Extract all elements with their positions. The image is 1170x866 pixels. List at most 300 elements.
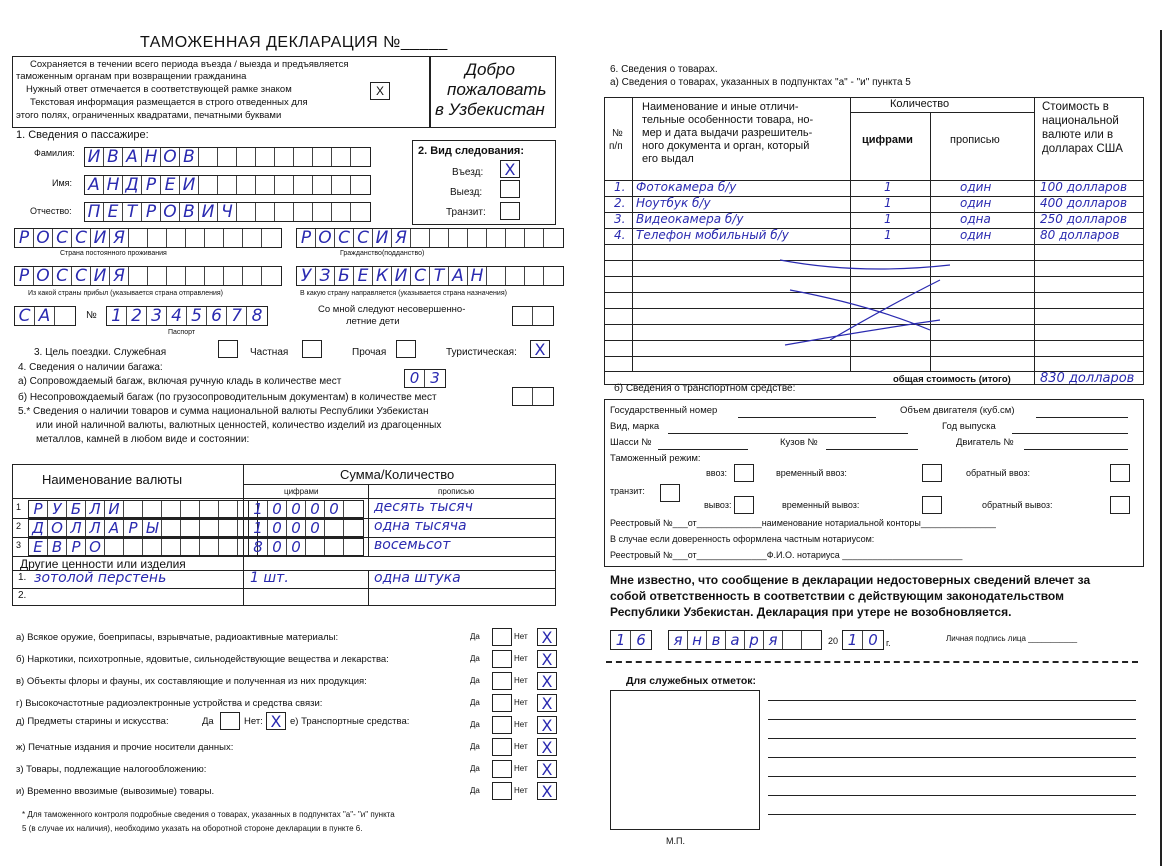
letter-cell: И — [392, 267, 411, 285]
regime-reexport: обратный вывоз: — [982, 500, 1053, 510]
goods-row-words: одна — [960, 212, 991, 226]
stamp-label: М.П. — [666, 836, 685, 846]
divider — [243, 484, 556, 485]
question-yes-checkbox[interactable] — [492, 694, 512, 712]
letter-cell — [344, 539, 363, 555]
question-no-checkbox[interactable] — [537, 760, 557, 778]
vehicle-registry2: Реестровый №___от______________Ф.И.О. нотариуса ________________________ — [610, 550, 963, 560]
fill-line — [1012, 433, 1128, 434]
divider — [604, 356, 1144, 357]
question-yes-checkbox[interactable] — [492, 782, 512, 800]
letter-cell: А — [449, 267, 468, 285]
letter-cell — [181, 539, 200, 555]
official-note-line — [768, 776, 1136, 777]
transit-checkbox[interactable] — [500, 202, 520, 220]
to-country-field[interactable] — [296, 266, 564, 286]
letter-cell — [544, 229, 563, 247]
vehicle-chassis: Шасси № — [610, 437, 652, 448]
cut-line — [606, 661, 1138, 663]
letter-cell — [344, 501, 363, 517]
letter-cell — [186, 267, 205, 285]
letter-cell: Л — [86, 520, 105, 536]
currency-words-header: прописью — [438, 487, 475, 496]
vehicle-body: Кузов № — [780, 437, 818, 448]
question-no-label: Нет — [514, 654, 528, 663]
currency-name-header: Наименование валюты — [42, 472, 183, 487]
fill-line — [826, 449, 918, 450]
goods-name-header: его выдал — [642, 153, 694, 165]
letter-cell: С — [15, 307, 35, 325]
citizenship-field[interactable] — [296, 228, 564, 248]
entry-mark: X — [504, 160, 516, 179]
question-mark: X — [541, 694, 553, 713]
letter-cell: 1 — [611, 631, 631, 649]
citizenship-caption: Гражданство(подданство) — [340, 250, 425, 257]
valuable-num: 1. — [18, 572, 27, 583]
question-text: г) Высокочастотные радиоэлектронные устройства и средства связи: — [16, 698, 323, 709]
question-yes-checkbox[interactable] — [492, 650, 512, 668]
antiques-yes-checkbox[interactable] — [220, 712, 240, 730]
entry-checkbox[interactable] — [500, 160, 520, 178]
letter-cell: Я — [392, 229, 411, 247]
letter-cell — [313, 176, 332, 194]
letter-cell: 8 — [251, 307, 263, 325]
letter-cell: Р — [142, 176, 161, 194]
to-caption: В какую страну направляется (указывается страна назначения) — [300, 290, 507, 297]
purpose-other-label: Прочая — [352, 347, 387, 358]
letter-cell — [506, 229, 525, 247]
notice-line: Нужный ответ отмечается в соответствующей рамке знаком — [26, 84, 292, 95]
letter-cell: 0 — [268, 520, 287, 536]
question-yes-checkbox[interactable] — [492, 738, 512, 756]
regime-transit: транзит: — [610, 486, 645, 496]
letter-cell: О — [48, 520, 67, 536]
statement-line: Республики Узбекистан. Декларация при утере не возобновляется. — [610, 605, 1012, 619]
vehicle-proxy: В случае если доверенность оформлена частным нотариусом: — [610, 534, 875, 544]
valuables-header: Другие ценности или изделия — [20, 557, 186, 571]
question-text: в) Объекты флоры и фауны, их составляющие и полученная из них продукция: — [16, 676, 367, 687]
letter-cell: 0 — [287, 520, 306, 536]
letter-cell — [224, 229, 243, 247]
letter-cell: 0 — [325, 501, 344, 517]
letter-cell: в — [707, 631, 726, 649]
letter-cell: а — [726, 631, 745, 649]
fill-line — [1036, 417, 1128, 418]
letter-cell: Д — [123, 176, 142, 194]
name-field[interactable] — [84, 175, 371, 195]
letter-cell: 1 — [249, 520, 268, 536]
letter-cell — [544, 267, 563, 285]
currency-row-num: 2 — [16, 521, 22, 531]
goods-name-header: тельные особенности товара, но- — [642, 114, 814, 126]
letter-cell — [525, 267, 544, 285]
currency-digits-field[interactable] — [248, 538, 364, 556]
letter-cell: н — [688, 631, 707, 649]
regime-reexport-checkbox[interactable] — [1110, 496, 1130, 514]
letter-cell: Й — [180, 176, 199, 194]
letter-cell: Т — [430, 267, 449, 285]
question-yes-checkbox[interactable] — [492, 760, 512, 778]
goods-row-name: Фотокамера б/у — [636, 180, 737, 194]
signature-label: Личная подпись лица ___________ — [946, 634, 1078, 643]
letter-cell — [411, 229, 430, 247]
notice-mark: X — [375, 84, 384, 98]
letter-cell — [256, 148, 275, 166]
fill-line — [738, 417, 876, 418]
currency-name-field[interactable] — [28, 519, 258, 537]
letter-cell — [533, 307, 553, 325]
letter-cell — [219, 520, 238, 536]
letter-cell — [205, 267, 224, 285]
letter-cell: А — [35, 307, 55, 325]
letter-cell — [325, 539, 344, 555]
goods-row-cost: 80 долларов — [1040, 228, 1120, 242]
letter-cell: Р — [142, 203, 161, 221]
valuable-name: зотолой перстень — [34, 570, 167, 586]
letter-cell: С — [335, 229, 354, 247]
from-caption: Из какой страны прибыл (указывается страна отправления) — [28, 290, 223, 297]
question-no-label: Нет — [514, 720, 528, 729]
question-yes-label: Да — [470, 764, 480, 773]
letter-cell: Р — [29, 501, 48, 517]
question-yes-checkbox[interactable] — [492, 672, 512, 690]
vehicle-engine: Объем двигателя (куб.см) — [900, 405, 1015, 416]
goods-row-words: один — [960, 228, 992, 242]
letter-cell — [205, 229, 224, 247]
declaration-title: ТАМОЖЕННАЯ ДЕКЛАРАЦИЯ №_____ — [140, 34, 448, 51]
regime-temp-import-checkbox[interactable] — [922, 464, 942, 482]
goods-subheader: а) Сведения о товарах, указанных в подпунктах "а" - "и" пункта 5 — [610, 77, 911, 88]
letter-cell: Ы — [143, 520, 162, 536]
regime-import-checkbox[interactable] — [734, 464, 754, 482]
vehicle-reg: Государственный номер — [610, 405, 718, 416]
purpose-business-checkbox[interactable] — [218, 340, 238, 358]
letter-cell: А — [123, 148, 142, 166]
letter-cell — [124, 539, 143, 555]
question-yes-label: Да — [470, 698, 480, 707]
question-mark: X — [541, 650, 553, 669]
question-mark: X — [541, 782, 553, 801]
letter-cell — [313, 148, 332, 166]
residence-caption: Страна постоянного проживания — [60, 250, 167, 257]
letter-cell — [344, 520, 363, 536]
question-no-checkbox[interactable] — [537, 738, 557, 756]
exit-label: Выезд: — [450, 187, 483, 198]
regime-temp-export-checkbox[interactable] — [922, 496, 942, 514]
question-mark: X — [541, 628, 553, 647]
letter-cell — [199, 176, 218, 194]
letter-cell — [275, 176, 294, 194]
regime-reimport-checkbox[interactable] — [1110, 464, 1130, 482]
goods-header: 6. Сведения о товарах. — [610, 64, 718, 75]
letter-cell — [219, 501, 238, 517]
letter-cell — [468, 229, 487, 247]
goods-cost-header: Стоимость в — [1042, 101, 1109, 113]
currency-name-field[interactable] — [28, 500, 258, 518]
question-text: б) Наркотики, психотропные, ядовитые, сильнодействующие вещества и лекарства: — [16, 654, 389, 665]
baggage-accompanied: а) Сопровождаемый багаж, включая ручную кладь в количестве мест — [18, 376, 342, 387]
currency-words: восемьсот — [374, 537, 451, 553]
question-yes-label: Да — [470, 676, 480, 685]
letter-cell: З — [316, 267, 335, 285]
letter-cell: Р — [297, 229, 316, 247]
question-text: и) Временно ввозимые (вывозимые) товары. — [16, 786, 215, 797]
letter-cell: 4 — [167, 307, 187, 325]
question-mark: X — [541, 672, 553, 691]
goods-row-name: Ноутбук б/у — [636, 196, 711, 210]
surname-field[interactable] — [84, 147, 371, 167]
question-no-label: Нет — [514, 632, 528, 641]
letter-cell: Л — [86, 501, 105, 517]
letter-cell: Е — [354, 267, 373, 285]
regime-import: ввоз: — [706, 468, 727, 478]
letter-cell: Р — [124, 520, 143, 536]
surname-label: Фамилия: — [34, 148, 75, 158]
vehicle-engine-no: Двигатель № — [956, 437, 1014, 448]
divider — [1034, 97, 1035, 385]
question-no-label: Нет — [514, 786, 528, 795]
letter-cell — [243, 229, 262, 247]
official-note-line — [768, 757, 1136, 758]
letter-cell: Д — [29, 520, 48, 536]
regime-temp-export: временный вывоз: — [782, 500, 860, 510]
letter-cell: Б — [335, 267, 354, 285]
currency-name-field[interactable] — [28, 538, 258, 556]
letter-cell — [218, 148, 237, 166]
letter-cell: Я — [110, 267, 129, 285]
letter-cell — [129, 267, 148, 285]
question-no-label: Нет — [514, 742, 528, 751]
question-yes-label: Да — [470, 742, 480, 751]
patronymic-field[interactable] — [84, 202, 371, 222]
letter-cell: В — [48, 539, 67, 555]
question-yes-label: Да — [470, 654, 480, 663]
letter-cell — [306, 539, 325, 555]
question-no-checkbox[interactable] — [537, 782, 557, 800]
letter-cell — [167, 229, 186, 247]
question-no-checkbox[interactable] — [537, 628, 557, 646]
goods-row-digits: 1 — [884, 212, 892, 226]
currency-digits-field[interactable] — [248, 519, 364, 537]
passenger-header: 1. Сведения о пассажире: — [16, 129, 149, 141]
baggage-accompanied-field[interactable] — [404, 369, 446, 388]
goods-qty-header: Количество — [890, 98, 950, 110]
travel-header: 2. Вид следования: — [418, 145, 524, 157]
question-text: з) Товары, подлежащие налогообложению: — [16, 764, 207, 775]
baggage-unaccompanied-field[interactable] — [512, 387, 554, 406]
date-century: 20 — [828, 636, 839, 646]
divider — [12, 588, 556, 589]
letter-cell: А — [105, 520, 124, 536]
valuable-num: 2. — [18, 590, 27, 601]
passport-number-field[interactable] — [106, 306, 268, 326]
baggage-unaccompanied: б) Несопровождаемый багаж (по грузосопроводительным документам) в количестве мест — [18, 392, 437, 403]
antiques-no-label: Нет: — [244, 716, 263, 727]
letter-cell: Е — [104, 203, 123, 221]
goods-words-header: прописью — [950, 134, 1000, 146]
letter-cell: С — [354, 229, 373, 247]
currency-words: одна тысяча — [374, 518, 467, 534]
tourist-mark: X — [534, 340, 546, 359]
letter-cell: Н — [468, 267, 487, 285]
divider — [850, 112, 1034, 113]
goods-row-name: Видеокамера б/у — [636, 212, 744, 226]
currency-digits-field[interactable] — [248, 500, 364, 518]
letter-cell — [513, 388, 533, 405]
letter-cell: И — [199, 203, 218, 221]
question-no-label: Нет — [514, 764, 528, 773]
official-note-line — [768, 700, 1136, 701]
letter-cell: я — [669, 631, 688, 649]
goods-cost-header: национальной — [1042, 115, 1119, 127]
question-text: а) Всякое оружие, боеприпасы, взрывчатые, радиоактивные материалы: — [16, 632, 339, 643]
antiques-no-checkbox[interactable] — [266, 712, 286, 730]
date-year-field[interactable] — [842, 630, 884, 650]
crossout-scribble — [770, 250, 960, 350]
passport-no-label: № — [86, 310, 97, 321]
letter-cell — [332, 148, 351, 166]
question-yes-checkbox[interactable] — [492, 628, 512, 646]
goods-name-header: Наименование и иные отличи- — [642, 101, 799, 113]
antiques-mark: X — [270, 712, 282, 731]
letter-cell: 3 — [430, 370, 440, 387]
official-note-line — [768, 738, 1136, 739]
transit-label: Транзит: — [446, 207, 486, 218]
letter-cell — [256, 176, 275, 194]
letter-cell — [351, 203, 370, 221]
passport-series-field[interactable] — [14, 306, 76, 326]
question-yes-checkbox[interactable] — [492, 716, 512, 734]
question-mark: X — [541, 716, 553, 735]
regime-transit-checkbox[interactable] — [660, 484, 680, 502]
letter-cell: О — [161, 148, 180, 166]
currency-row-num: 1 — [16, 502, 22, 512]
letter-cell: 1 — [249, 501, 268, 517]
letter-cell — [332, 176, 351, 194]
question-no-checkbox[interactable] — [537, 694, 557, 712]
vehicle-registry: Реестровый №___от_____________наименование нотариальной конторы_______________ — [610, 518, 996, 528]
exit-checkbox[interactable] — [500, 180, 520, 198]
letter-cell — [162, 520, 181, 536]
from-country-field[interactable] — [14, 266, 282, 286]
question-no-checkbox[interactable] — [537, 650, 557, 668]
letter-cell: И — [105, 501, 124, 517]
notice-line: Сохраняется в течении всего периода въезда / выезда и предъявляется — [30, 59, 349, 70]
regime-export: вывоз: — [704, 500, 732, 510]
letter-cell: П — [85, 203, 104, 221]
question-yes-label: Да — [470, 632, 480, 641]
date-month-field[interactable] — [668, 630, 822, 650]
purpose-tourist-label: Туристическая: — [446, 347, 517, 358]
currency-words: десять тысяч — [374, 499, 473, 515]
regime-temp-import: временный ввоз: — [776, 468, 847, 478]
letter-cell — [181, 520, 200, 536]
letter-cell: Т — [123, 203, 142, 221]
letter-cell — [487, 267, 506, 285]
letter-cell — [124, 501, 143, 517]
letter-cell: И — [91, 229, 110, 247]
stamp-box — [610, 690, 760, 830]
letter-cell — [294, 176, 313, 194]
goods-row-num: 2. — [614, 196, 626, 210]
question-yes-label: Да — [470, 720, 480, 729]
goods-total: 830 долларов — [1040, 371, 1135, 386]
letter-cell: Н — [104, 176, 123, 194]
residence-country-field[interactable] — [14, 228, 282, 248]
letter-cell: О — [34, 267, 53, 285]
letter-cell: 0 — [306, 520, 325, 536]
passport-caption: Паспорт — [168, 329, 196, 336]
goods-name-header: ного документа и орган, который — [642, 140, 810, 152]
letter-cell — [487, 229, 506, 247]
footnote: 5 (в случае их наличия), необходимо указать на оборотной стороне декларации в пункте 6. — [22, 824, 363, 833]
letter-cell — [513, 307, 533, 325]
letter-cell — [143, 501, 162, 517]
fill-line — [1024, 449, 1128, 450]
letter-cell: 1 — [843, 631, 863, 649]
purpose-tourist-checkbox[interactable] — [530, 340, 550, 358]
date-day-field[interactable] — [610, 630, 652, 650]
letter-cell — [783, 631, 802, 649]
divider — [368, 484, 369, 556]
question-no-checkbox[interactable] — [537, 716, 557, 734]
goods-row-cost: 250 долларов — [1040, 212, 1128, 226]
letter-cell — [533, 388, 553, 405]
goods-no-header: № — [612, 128, 623, 139]
question-no-label: Нет — [514, 698, 528, 707]
children-field[interactable] — [512, 306, 554, 326]
letter-cell: Р — [15, 267, 34, 285]
letter-cell — [275, 148, 294, 166]
letter-cell: 0 — [268, 501, 287, 517]
letter-cell: 0 — [868, 631, 878, 649]
letter-cell: 2 — [127, 307, 147, 325]
letter-cell: В — [104, 148, 123, 166]
letter-cell: 7 — [227, 307, 247, 325]
item5-line: 5.* Сведения о наличии товаров и сумма национальной валюты Республики Узбекистан — [18, 406, 429, 417]
purpose-private-checkbox[interactable] — [302, 340, 322, 358]
letter-cell: 0 — [268, 539, 287, 555]
letter-cell: А — [85, 176, 104, 194]
vehicle-header: б) Сведения о транспортном средстве: — [614, 383, 796, 394]
letter-cell: Б — [67, 501, 86, 517]
letter-cell: С — [411, 267, 430, 285]
goods-row-digits: 1 — [884, 228, 892, 242]
name-label: Имя: — [52, 178, 73, 188]
goods-name-header: мер и дата выдачи разрешитель- — [642, 127, 813, 139]
letter-cell — [294, 203, 313, 221]
letter-cell — [219, 539, 238, 555]
purpose-other-checkbox[interactable] — [396, 340, 416, 358]
goods-no-header: п/п — [609, 141, 623, 152]
antiques-label: д) Предметы старины и искусства: — [16, 716, 169, 727]
entry-label: Въезд: — [452, 167, 484, 178]
letter-cell: У — [297, 267, 316, 285]
letter-cell: 0 — [306, 501, 325, 517]
question-no-checkbox[interactable] — [537, 672, 557, 690]
antiques-yes-label: Да — [202, 716, 214, 727]
regime-export-checkbox[interactable] — [734, 496, 754, 514]
divider — [12, 498, 556, 499]
goods-row-digits: 1 — [884, 180, 892, 194]
patronymic-label: Отчество: — [30, 206, 72, 216]
letter-cell: Е — [29, 539, 48, 555]
letter-cell — [449, 229, 468, 247]
letter-cell: 5 — [187, 307, 207, 325]
notice-line: таможенным органам при возвращении гражданина — [16, 71, 247, 82]
goods-row-cost: 400 долларов — [1040, 196, 1128, 210]
letter-cell — [55, 307, 75, 325]
